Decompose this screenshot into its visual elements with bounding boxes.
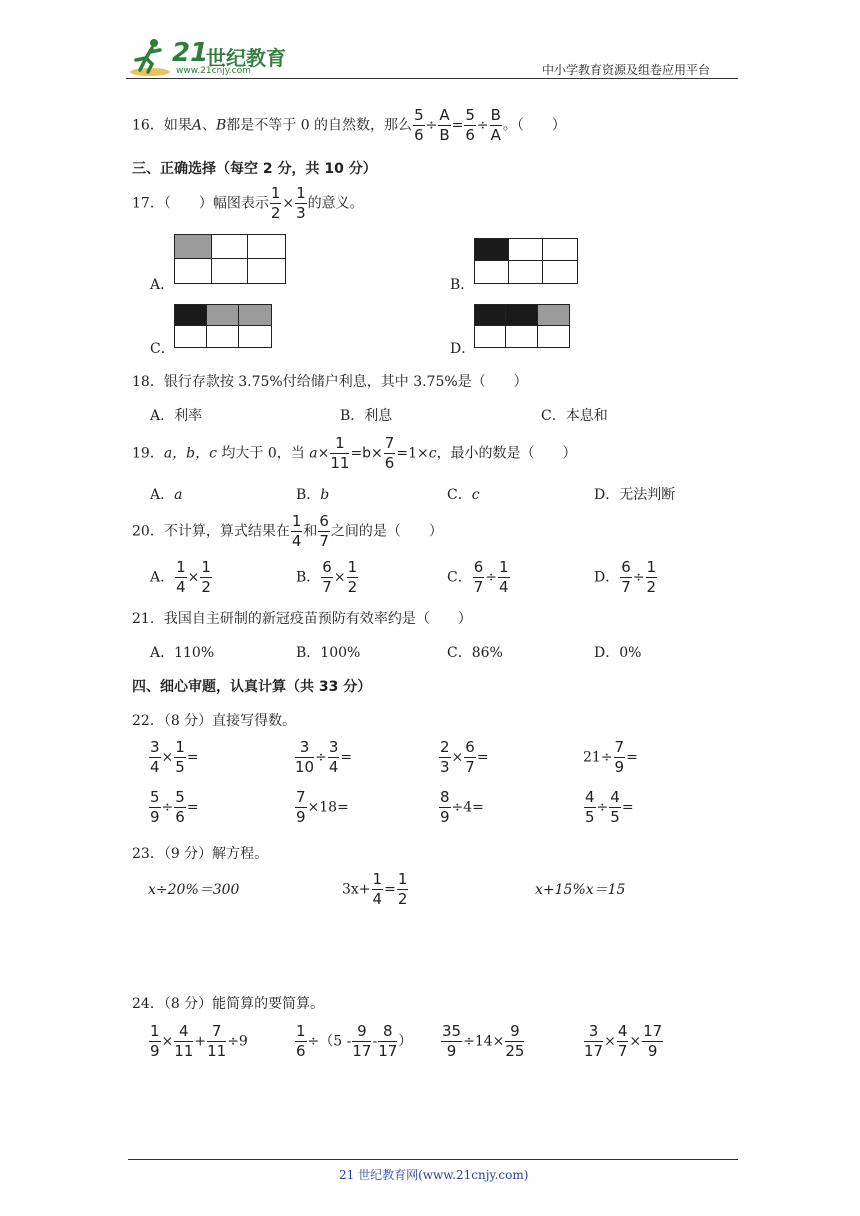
option-20-d[interactable]: D． $\frac{6}{7}$ ÷ $\frac{1}{2}$ bbox=[594, 558, 657, 596]
header-rule bbox=[126, 78, 738, 79]
option-19-a[interactable]: A．a bbox=[150, 487, 183, 503]
logo-number: 21 bbox=[172, 38, 209, 68]
question-22: 22．（8 分）直接写得数。 bbox=[132, 713, 297, 729]
option-20-b[interactable]: B． $\frac{6}{7}$ × $\frac{1}{2}$ bbox=[296, 558, 358, 596]
logo-url: www.21cnjy.com bbox=[176, 66, 251, 76]
option-21-d[interactable]: D．0% bbox=[594, 645, 642, 661]
calc-22-1: $\frac{3}{4}$ × $\frac{1}{5}$ = bbox=[150, 738, 199, 776]
option-17-d-figure[interactable] bbox=[474, 304, 570, 348]
option-17-c-figure[interactable] bbox=[174, 304, 272, 348]
option-19-d[interactable]: D．无法判断 bbox=[594, 487, 676, 503]
option-17-c-label: C． bbox=[150, 341, 175, 357]
calc-22-6: $\frac{7}{9}$ ×18= bbox=[296, 788, 349, 826]
option-17-a-label: A． bbox=[150, 277, 175, 293]
calc-22-8: $\frac{4}{5}$ ÷ $\frac{4}{5}$ = bbox=[585, 788, 634, 826]
option-18-a[interactable]: A．利率 bbox=[150, 408, 203, 424]
question-21: 21．我国自主研制的新冠疫苗预防有效率约是（ ） bbox=[132, 611, 472, 627]
footer-rule bbox=[128, 1159, 738, 1160]
expression-24-1: $\frac{1}{9}$ × $\frac{4}{11}$ + $\frac{7}{11}$ ÷9 bbox=[150, 1022, 248, 1060]
option-19-c[interactable]: C．c bbox=[447, 487, 480, 503]
option-17-b-figure[interactable] bbox=[474, 238, 578, 284]
question-20: 20．不计算，算式结果在 $\frac{1}{4}$ 和 $\frac{6}{7}$ 之间的是（ ） bbox=[132, 512, 443, 550]
logo-runner-icon bbox=[128, 36, 172, 78]
equation-23-3: x+15%x＝15 bbox=[535, 882, 626, 898]
question-19: 19．a，b，c 均大于 0，当 a× $\frac{1}{11}$ =b× $\frac{7}{6}$ =1×c，最小的数是（ ） bbox=[132, 434, 577, 472]
option-21-c[interactable]: C．86% bbox=[447, 645, 503, 661]
expression-24-3: $\frac{35}{9}$ ÷14× $\frac{9}{25}$ bbox=[442, 1022, 525, 1060]
section-3-title: 三、正确选择（每空 2 分，共 10 分） bbox=[132, 161, 377, 177]
calc-22-4: 21÷ $\frac{7}{9}$ = bbox=[583, 738, 638, 776]
option-20-a[interactable]: A． $\frac{1}{4}$ × $\frac{1}{2}$ bbox=[150, 558, 211, 596]
question-17: 17．（ ）幅图表示 $\frac{1}{2}$ × $\frac{1}{3}$ 的意义。 bbox=[132, 184, 364, 222]
option-21-a[interactable]: A．110% bbox=[150, 645, 215, 661]
header-right-text: 中小学教育资源及组卷应用平台 bbox=[542, 63, 711, 77]
calc-22-5: $\frac{5}{9}$ ÷ $\frac{5}{6}$ = bbox=[150, 788, 199, 826]
footer-text[interactable]: 21 世纪教育网(www.21cnjy.com) bbox=[339, 1168, 529, 1182]
calc-22-3: $\frac{2}{3}$ × $\frac{6}{7}$ = bbox=[440, 738, 489, 776]
equation-23-2: 3x+ $\frac{1}{4}$ = $\frac{1}{2}$ bbox=[342, 870, 408, 908]
question-23: 23．（9 分）解方程。 bbox=[132, 846, 269, 862]
logo-text: 世纪教育 bbox=[206, 46, 286, 70]
question-24: 24．（8 分）能简算的要简算。 bbox=[132, 996, 325, 1012]
option-20-c[interactable]: C． $\frac{6}{7}$ ÷ $\frac{1}{4}$ bbox=[447, 558, 509, 596]
calc-22-7: $\frac{8}{9}$ ÷4= bbox=[440, 788, 484, 826]
option-21-b[interactable]: B．100% bbox=[296, 645, 361, 661]
calc-22-2: $\frac{3}{10}$ ÷ $\frac{3}{4}$ = bbox=[295, 738, 353, 776]
expression-24-4: $\frac{3}{17}$ × $\frac{4}{7}$ × $\frac{17}{9}$ bbox=[584, 1022, 663, 1060]
option-17-b-label: B． bbox=[450, 277, 475, 293]
expression-24-2: $\frac{1}{6}$ ÷（5 - $\frac{9}{17}$ - $\frac{8}{17}$ ） bbox=[296, 1022, 413, 1060]
option-18-b[interactable]: B．利息 bbox=[340, 408, 393, 424]
option-18-c[interactable]: C．本息和 bbox=[541, 408, 608, 424]
question-16: 16．如果A、B都是不等于 0 的自然数，那么 $\frac{5}{6}$ ÷ $\frac{A}{B}$ = $\frac{5}{6}$ ÷ $\frac{B}{A}$ 。（ ） bbox=[132, 106, 566, 144]
question-18: 18．银行存款按 3.75%付给储户利息，其中 3.75%是（ ） bbox=[132, 374, 528, 390]
section-4-title: 四、细心审题，认真计算（共 33 分） bbox=[132, 679, 372, 695]
option-19-b[interactable]: B．b bbox=[296, 487, 330, 503]
option-17-d-label: D． bbox=[450, 341, 476, 357]
equation-23-1: x÷20%＝300 bbox=[148, 882, 240, 898]
option-17-a-figure[interactable] bbox=[174, 234, 286, 284]
